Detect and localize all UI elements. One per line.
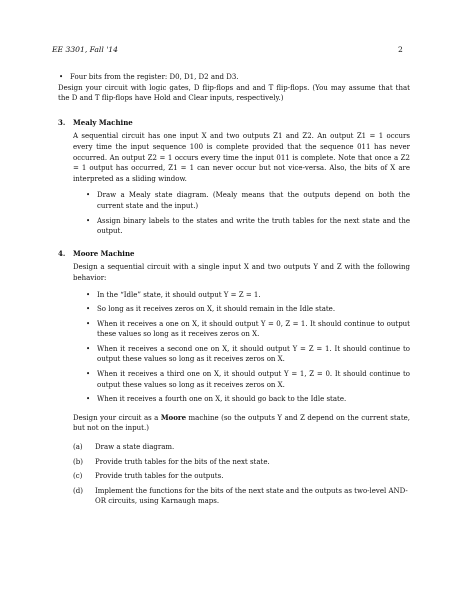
section-body (73, 131, 410, 236)
section-moore (58, 249, 410, 507)
design-rest: machine (so the outputs Y and Z depend on the current state, but not on the input.) (73, 413, 410, 433)
section-paragraph: A sequential circuit has one input X and two outputs Z1 and Z2. An output Z1 = 1 occurs every time the input sequence 100 is complete provided that the sequence 011 has never occurred. An output Z2 = 1 occurs every time the input 011 is complete. Note that once a Z2 = 1 output has occurred, Z1 = 1 can never occur but not vice-versa. Also, the bits of X are interpreted as a sliding window. (73, 132, 410, 183)
section-heading (58, 118, 410, 129)
part-text: Provide truth tables for the outputs. (95, 472, 224, 481)
part-text: Provide truth tables for the bits of the next state. (95, 457, 270, 466)
list-item: • When it receives a one on X, it should output Y = 0, Z = 1. It should continue to output these values so long as it receives zeros on X. (85, 319, 410, 340)
list-item (73, 471, 410, 482)
list-item: • In the “Idle” state, it should output Y = Z = 1. (85, 290, 410, 301)
design-lead: Design your circuit as a (73, 413, 159, 422)
list-item: • Draw a Mealy state diagram. (Mealy means that the outputs depend on both the current state and the input.) (85, 190, 410, 211)
intro-bullet: • Four bits from the register: D0, D1, D2 and D3. (58, 72, 410, 83)
parts-list (73, 442, 410, 507)
list-item (73, 457, 410, 468)
part-label: (b) (73, 457, 83, 466)
list-item: • When it receives a second one on X, it should output Y = Z = 1. It should continue to output these values so long as it receives zeros on X. (85, 344, 410, 365)
page-content (58, 72, 410, 519)
section-bullet-list (85, 290, 410, 405)
design-bold-term: Moore (160, 412, 187, 422)
part-label: (d) (73, 486, 83, 495)
section-title: Mealy Machine (73, 117, 133, 127)
section-number: 3. (58, 117, 66, 127)
page-number: 2 (398, 45, 403, 54)
list-item: • When it receives a fourth one on X, it should go back to the Idle state. (85, 394, 410, 405)
list-item: • Assign binary labels to the states and write the truth tables for the next state and the output. (85, 216, 410, 237)
intro-paragraph: Design your circuit with logic gates, D flip-flops and and T flip-flops. (You may assume that that the D and T flip-flops have Hold and Clear inputs, respectively.) (58, 83, 410, 103)
section-bullet-list (85, 190, 410, 236)
list-item (73, 486, 410, 507)
section-number: 4. (58, 248, 66, 258)
part-text: Draw a state diagram. (95, 443, 175, 452)
intro-bullet-list (58, 72, 410, 83)
course-header: EE 3301, Fall '14 (52, 45, 118, 54)
section-body (73, 262, 410, 507)
list-item (73, 442, 410, 453)
part-label: (a) (73, 443, 83, 452)
design-paragraph (73, 413, 410, 434)
part-label: (c) (73, 472, 83, 481)
section-mealy (58, 118, 410, 237)
section-title: Moore Machine (73, 248, 135, 258)
section-heading (58, 249, 410, 260)
part-text: Implement the functions for the bits of the next state and the outputs as two-level AND-OR circuits, using Karnaugh maps. (95, 486, 408, 506)
list-item: • When it receives a third one on X, it should output Y = 1, Z = 0. It should continue to output these values so long as it receives zeros on X. (85, 369, 410, 390)
section-paragraph: Design a sequential circuit with a single input X and two outputs Y and Z with the following behavior: (73, 263, 410, 282)
list-item: • So long as it receives zeros on X, it should remain in the Idle state. (85, 304, 410, 315)
